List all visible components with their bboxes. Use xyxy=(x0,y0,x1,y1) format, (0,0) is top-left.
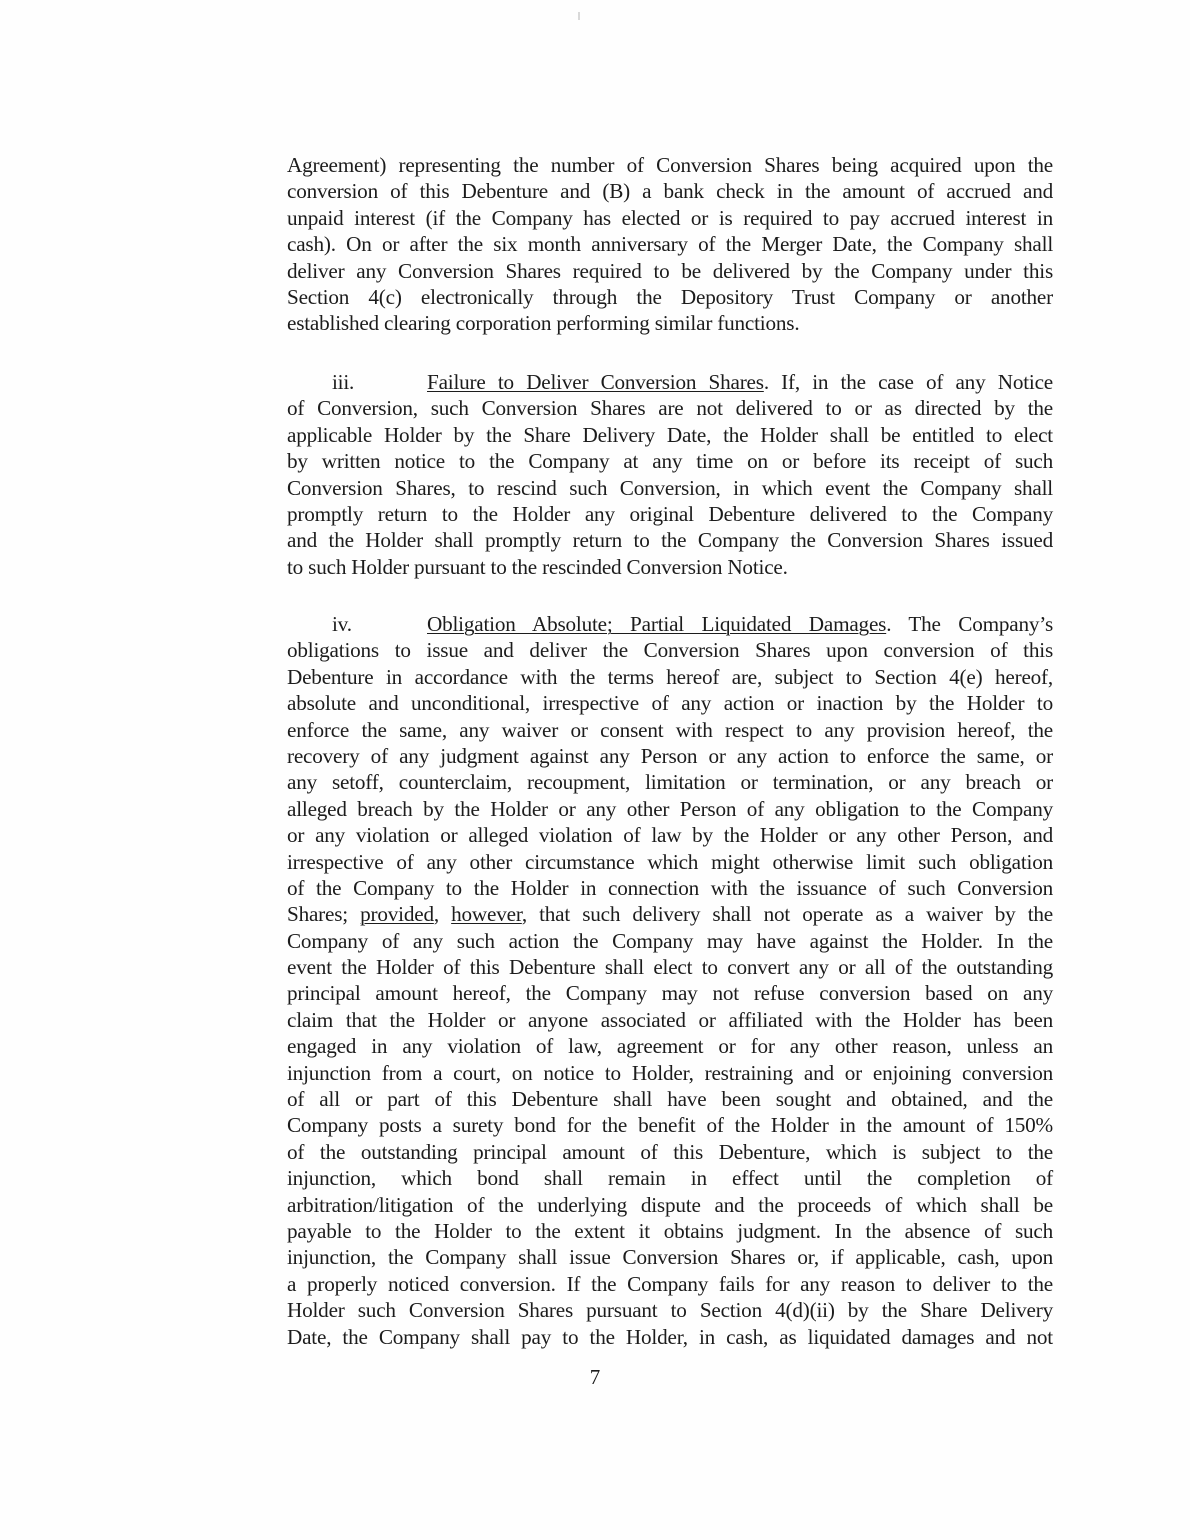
text-line: obligations to issue and deliver the Conversion Shares upon conversion of this xyxy=(287,638,1053,663)
text-line: recovery of any judgment against any Person or any action to enforce the same, or xyxy=(287,743,1053,768)
text-line: Holder such Conversion Shares pursuant to Section 4(d)(ii) by the Share Delivery xyxy=(287,1298,1053,1323)
text-line: Date, the Company shall pay to the Holder, in cash, as liquidated damages and not xyxy=(287,1324,1053,1349)
text-line: deliver any Conversion Shares required to be delivered by the Company under this xyxy=(287,258,1053,283)
text-line: by written notice to the Company at any time on or before its receipt of such xyxy=(287,449,1053,474)
text-line: Section 4(c) electronically through the Depository Trust Company or another xyxy=(287,284,1053,309)
text-line: alleged breach by the Holder or any other Person of any obligation to the Company xyxy=(287,796,1053,821)
text-line: cash). On or after the six month anniversary of the Merger Date, the Company shall xyxy=(287,232,1053,257)
text-line: of the Company to the Holder in connection with the issuance of such Conversion xyxy=(287,875,1053,900)
text-line: a properly noticed conversion. If the Company fails for any reason to deliver to the xyxy=(287,1271,1053,1296)
text-line: of the outstanding principal amount of this Debenture, which is subject to the xyxy=(287,1139,1053,1164)
text-line: irrespective of any other circumstance which might otherwise limit such obligation xyxy=(287,849,1053,874)
text-line: Company posts a surety bond for the benefit of the Holder in the amount of 150% xyxy=(287,1113,1053,1138)
text-line: applicable Holder by the Share Delivery Date, the Holder shall be entitled to elect xyxy=(287,422,1053,447)
text-line: conversion of this Debenture and (B) a bank check in the amount of accrued and xyxy=(287,179,1053,204)
section-heading: Obligation Absolute; Partial Liquidated Damages xyxy=(427,612,887,636)
text-line: payable to the Holder to the extent it obtains judgment. In the absence of such xyxy=(287,1218,1053,1243)
text-line: unpaid interest (if the Company has elected or is required to pay accrued interest in xyxy=(287,205,1053,230)
proviso-line: Shares; provided, however, that such delivery shall not operate as a waiver by the xyxy=(287,902,1053,927)
however-term: however xyxy=(451,902,522,927)
text-line: arbitration/litigation of the underlying dispute and the proceeds of which shall be xyxy=(287,1192,1053,1217)
text-line: of Conversion, such Conversion Shares are not delivered to or as directed by the xyxy=(287,396,1053,421)
page-number: 7 xyxy=(589,1365,601,1389)
text-line: Company of any such action the Company may have against the Holder. In the xyxy=(287,928,1053,953)
section-heading-line: iii. Failure to Deliver Conversion Shares. If, in the case of any Notice xyxy=(287,369,1053,395)
text-line: established clearing corporation performing similar functions. xyxy=(287,311,800,336)
text-line: claim that the Holder or anyone associated or affiliated with the Holder has been xyxy=(287,1007,1053,1032)
text-line: or any violation or alleged violation of law by the Holder or any other Person, and xyxy=(287,823,1053,848)
section-heading-line: iv. Obligation Absolute; Partial Liquidated Damages. The Company’s xyxy=(287,611,1053,637)
text-line: injunction from a court, on notice to Holder, restraining and or enjoining conversion xyxy=(287,1060,1053,1085)
text-line: enforce the same, any waiver or consent with respect to any provision hereof, the xyxy=(287,717,1053,742)
section-number: iv. xyxy=(332,612,352,636)
text-line: event the Holder of this Debenture shall elect to convert any or all of the outstanding xyxy=(287,955,1053,980)
section-heading: Failure to Deliver Conversion Shares xyxy=(427,370,764,394)
paragraph-continuation xyxy=(287,152,1053,337)
section-iii xyxy=(287,369,1053,580)
text-line: injunction, which bond shall remain in effect until the completion of xyxy=(287,1166,1053,1191)
text-line: injunction, the Company shall issue Conversion Shares or, if applicable, cash, upon xyxy=(287,1245,1053,1270)
text-line: any setoff, counterclaim, recoupment, limitation or termination, or any breach or xyxy=(287,770,1053,795)
text-line: of all or part of this Debenture shall have been sought and obtained, and the xyxy=(287,1087,1053,1112)
text-line: absolute and unconditional, irrespective of any action or inaction by the Holder to xyxy=(287,691,1053,716)
text-line: Debenture in accordance with the terms hereof are, subject to Section 4(e) hereof, xyxy=(287,664,1053,689)
text-line: Conversion Shares, to rescind such Conversion, in which event the Company shall xyxy=(287,475,1053,500)
text-line: to such Holder pursuant to the rescinded Conversion Notice. xyxy=(287,554,788,579)
text-line: principal amount hereof, the Company may not refuse conversion based on any xyxy=(287,981,1053,1006)
text-line: and the Holder shall promptly return to the Company the Conversion Shares issued xyxy=(287,528,1053,553)
text-line: promptly return to the Holder any original Debenture delivered to the Company xyxy=(287,501,1053,526)
section-number: iii. xyxy=(332,370,355,394)
text-line: engaged in any violation of law, agreement or for any other reason, unless an xyxy=(287,1034,1053,1059)
section-iv xyxy=(287,611,1053,1350)
provided-term: provided xyxy=(360,902,434,927)
text-line: Agreement) representing the number of Conversion Shares being acquired upon the xyxy=(287,153,1053,177)
scan-mark xyxy=(578,12,580,20)
